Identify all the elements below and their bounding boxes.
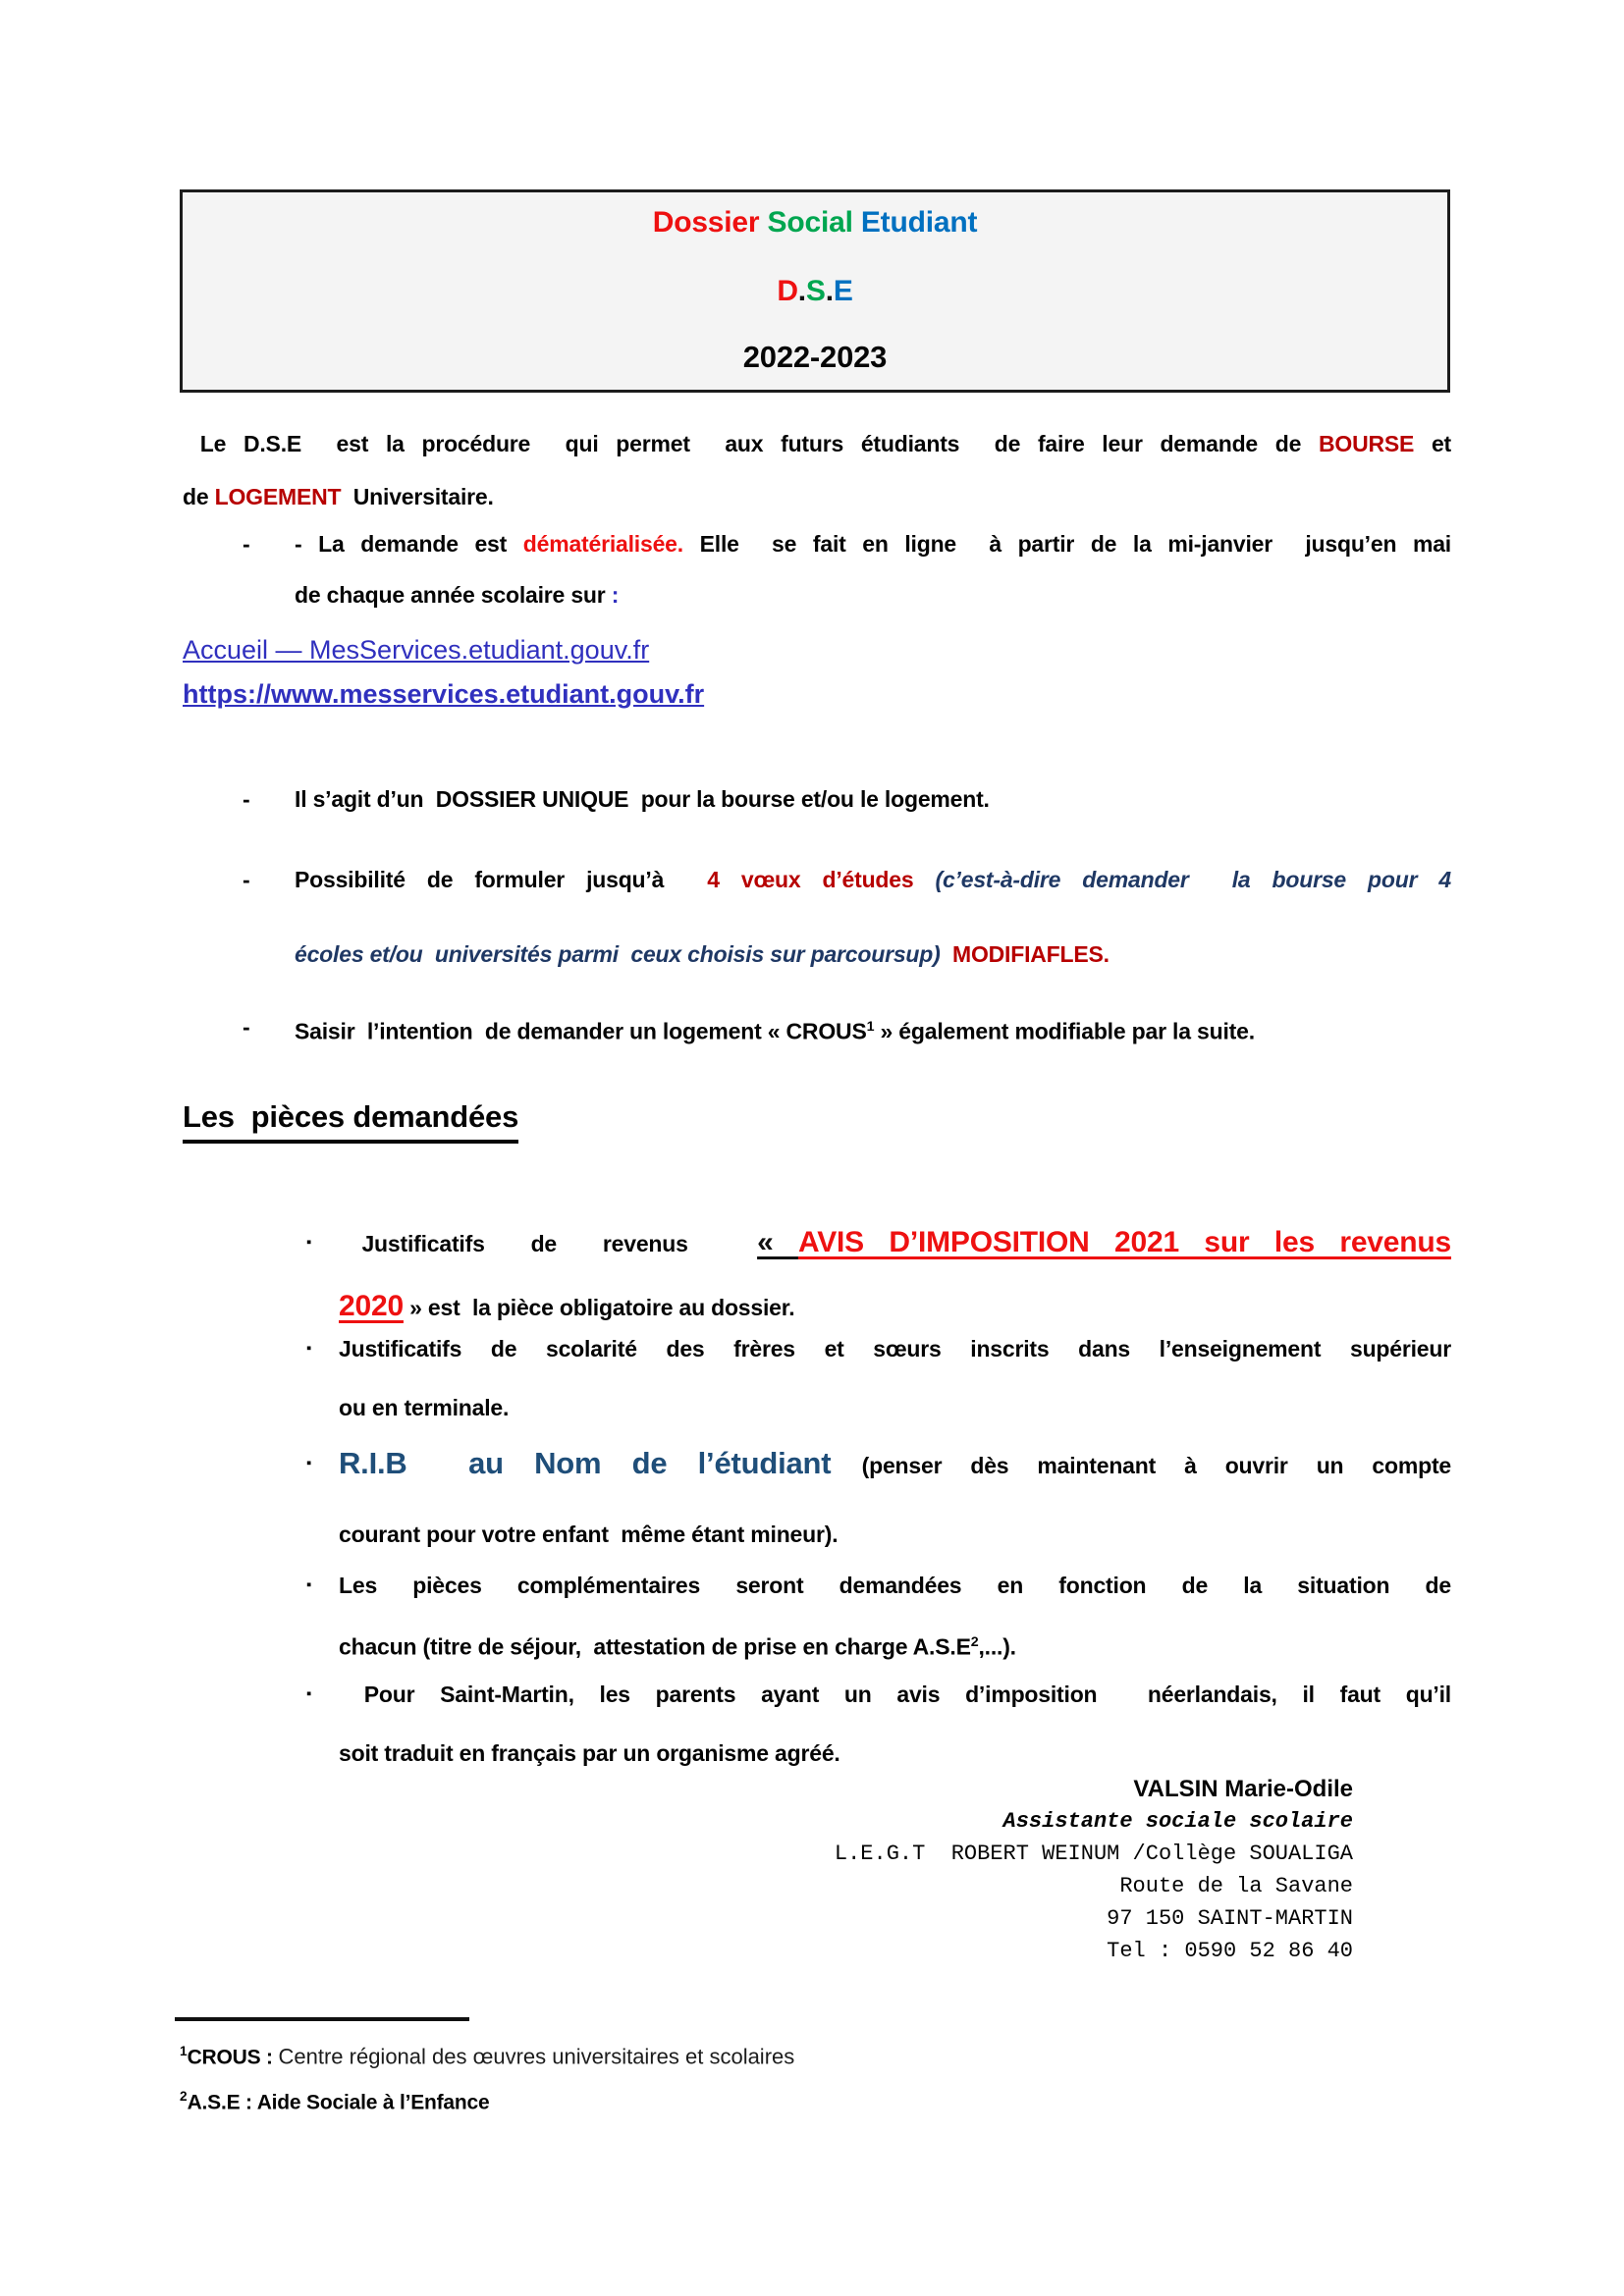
dash-item-crous xyxy=(243,1001,1451,1057)
text-segment: Possibilité de formuler jusqu’à xyxy=(295,867,708,892)
square-bullet-marker: ▪ xyxy=(306,1455,312,1471)
text-line xyxy=(339,1319,1451,1378)
text-line xyxy=(295,917,1451,991)
section-heading-pieces: Les pièces demandées xyxy=(183,1099,518,1144)
text-segment: Pour Saint-Martin, les parents ayant un avis d’imposition néerlandais, il faut qu’il xyxy=(339,1682,1451,1707)
footnote-text: Centre régional des œuvres universitaires et scolaires xyxy=(278,2044,795,2069)
text-segment: Justificatifs de scolarité des frères et sœurs inscrits dans l’enseignement supérieur xyxy=(339,1336,1451,1362)
text-segment xyxy=(913,867,935,892)
text-segment: ou en terminale. xyxy=(339,1395,510,1420)
italic-note-segment: écoles et/ou universités parmi ceux choisis sur parcoursup) xyxy=(295,941,941,967)
signature-name: VALSIN Marie-Odile xyxy=(1133,1776,1353,1802)
text-segment xyxy=(941,941,952,967)
title-word-social: Social xyxy=(767,206,853,239)
footnote-term: CROUS : xyxy=(187,2046,279,2069)
footnote-ref-2: 2 xyxy=(970,1634,979,1650)
text-line xyxy=(295,774,1451,825)
acronym-e: E xyxy=(833,275,853,307)
modifiables-highlight: MODIFIAFLES. xyxy=(951,941,1110,967)
avis-imposition-highlight: 2020 xyxy=(339,1290,404,1322)
footnotes-block xyxy=(180,2032,1407,2123)
text-segment: courant pour votre enfant même étant mineur). xyxy=(339,1522,839,1547)
text-segment: Saisir l’intention de demander un logement « CROUS xyxy=(295,1018,867,1044)
bullet-item-saint-martin xyxy=(304,1665,1451,1783)
text-segment: de xyxy=(183,484,215,509)
text-segment: Universitaire. xyxy=(341,484,494,509)
bullet-item-rib xyxy=(304,1429,1451,1569)
square-bullet-marker: ▪ xyxy=(306,1340,312,1357)
document-acronym xyxy=(183,275,1447,308)
dematerialisee-highlight: dématérialisée. xyxy=(522,531,683,557)
avis-imposition-highlight: AVIS D’IMPOSITION 2021 sur les revenus xyxy=(797,1226,1452,1258)
signature-block xyxy=(687,1773,1353,1967)
text-segment: et xyxy=(1414,431,1451,456)
dash-item-dossier-unique xyxy=(243,774,1451,825)
signature-role: Assistante sociale scolaire xyxy=(1002,1809,1353,1834)
text-segment: Elle se fait en ligne à partir de la mi-janvier jusqu’en mai xyxy=(682,531,1451,557)
text-line xyxy=(339,1557,1451,1614)
colon-segment: : xyxy=(611,582,620,608)
title-word-etudiant: Etudiant xyxy=(852,206,978,239)
links-block xyxy=(183,630,1268,719)
text-line xyxy=(183,630,1268,674)
text-line xyxy=(295,1001,1451,1057)
dash-bullet-marker: - xyxy=(243,786,250,812)
bourse-highlight: BOURSE xyxy=(1318,431,1415,456)
voeux-highlight: 4 vœux d’études xyxy=(707,867,914,892)
acronym-s: S xyxy=(805,275,826,307)
dash-bullet-marker: - xyxy=(243,1014,250,1040)
guillemet-segment: « xyxy=(757,1226,798,1258)
acronym-dot: . xyxy=(797,275,806,307)
text-segment: soit traduit en français par un organisme agréé. xyxy=(339,1740,840,1766)
text-line xyxy=(183,674,1268,719)
footnote-2 xyxy=(180,2077,1407,2122)
text-segment: » également modifiable par la suite. xyxy=(874,1018,1255,1044)
text-segment: » est la pièce obligatoire au dossier. xyxy=(403,1295,795,1320)
intro-paragraph xyxy=(183,417,1451,523)
logement-highlight: LOGEMENT xyxy=(214,484,342,509)
title-box xyxy=(180,189,1450,393)
rib-highlight: R.I.B au Nom de l’étudiant xyxy=(339,1446,862,1480)
footnote-marker-2: 2 xyxy=(180,2089,188,2105)
dash-item-demande xyxy=(243,518,1451,620)
link-messervices-accueil[interactable]: Accueil — MesServices.etudiant.gouv.fr xyxy=(183,635,650,665)
signature-city: 97 150 SAINT-MARTIN xyxy=(1107,1906,1353,1931)
bullet-item-justificatifs-scolarite xyxy=(304,1319,1451,1437)
footnote-ref-1: 1 xyxy=(866,1019,875,1035)
text-line xyxy=(339,1211,1451,1275)
italic-note-segment: (c’est-à-dire demander la bourse pour 4 xyxy=(935,867,1451,892)
text-segment: chacun (titre de séjour, attestation de prise en charge A.S.E xyxy=(339,1633,971,1660)
text-line xyxy=(339,1429,1451,1500)
text-segment: Le D.S.E est la procédure qui permet aux futurs étudiants de faire leur demande de xyxy=(183,431,1319,456)
square-bullet-marker: ▪ xyxy=(306,1685,312,1702)
text-segment: (penser dès maintenant à ouvrir un compte xyxy=(861,1453,1451,1478)
footnote-separator xyxy=(175,2017,469,2021)
bullet-item-pieces-complementaires xyxy=(304,1557,1451,1676)
dash-bullet-marker: - xyxy=(243,867,250,892)
school-years: 2022-2023 xyxy=(742,340,888,374)
text-line xyxy=(295,569,1451,620)
dash-item-voeux xyxy=(243,842,1451,991)
text-segment: Il s’agit d’un DOSSIER UNIQUE pour la bourse et/ou le logement. xyxy=(295,786,990,812)
footnote-1 xyxy=(180,2032,1407,2077)
square-bullet-marker: ▪ xyxy=(306,1576,312,1593)
dash-bullet-marker: - xyxy=(243,531,250,557)
signature-school: L.E.G.T ROBERT WEINUM /Collège SOUALIGA xyxy=(834,1842,1353,1866)
text-line xyxy=(339,1378,1451,1437)
text-segment: de chaque année scolaire sur xyxy=(295,582,612,608)
text-line xyxy=(183,417,1451,470)
text-line xyxy=(183,470,1451,523)
text-segment: Les pièces complémentaires seront demandées en fonction de la situation de xyxy=(339,1573,1451,1598)
text-segment: Justificatifs de revenus xyxy=(339,1231,758,1256)
text-line xyxy=(295,518,1451,569)
footnote-term: A.S.E : Aide Sociale à l’Enfance xyxy=(187,2091,490,2114)
text-segment: ,...). xyxy=(978,1633,1016,1660)
link-messervices-url[interactable]: https://www.messervices.etudiant.gouv.fr xyxy=(183,679,705,709)
square-bullet-marker: ▪ xyxy=(306,1234,312,1251)
acronym-dot: . xyxy=(825,275,834,307)
footnote-marker-1: 1 xyxy=(180,2044,188,2058)
document-title xyxy=(183,206,1447,240)
text-line xyxy=(339,1665,1451,1724)
acronym-d: D xyxy=(777,275,798,307)
signature-street: Route de la Savane xyxy=(1119,1874,1353,1898)
text-line xyxy=(295,842,1451,917)
signature-phone: Tel : 0590 52 86 40 xyxy=(1107,1939,1353,1963)
title-word-dossier: Dossier xyxy=(652,206,768,239)
text-segment: - La demande est xyxy=(295,531,523,557)
